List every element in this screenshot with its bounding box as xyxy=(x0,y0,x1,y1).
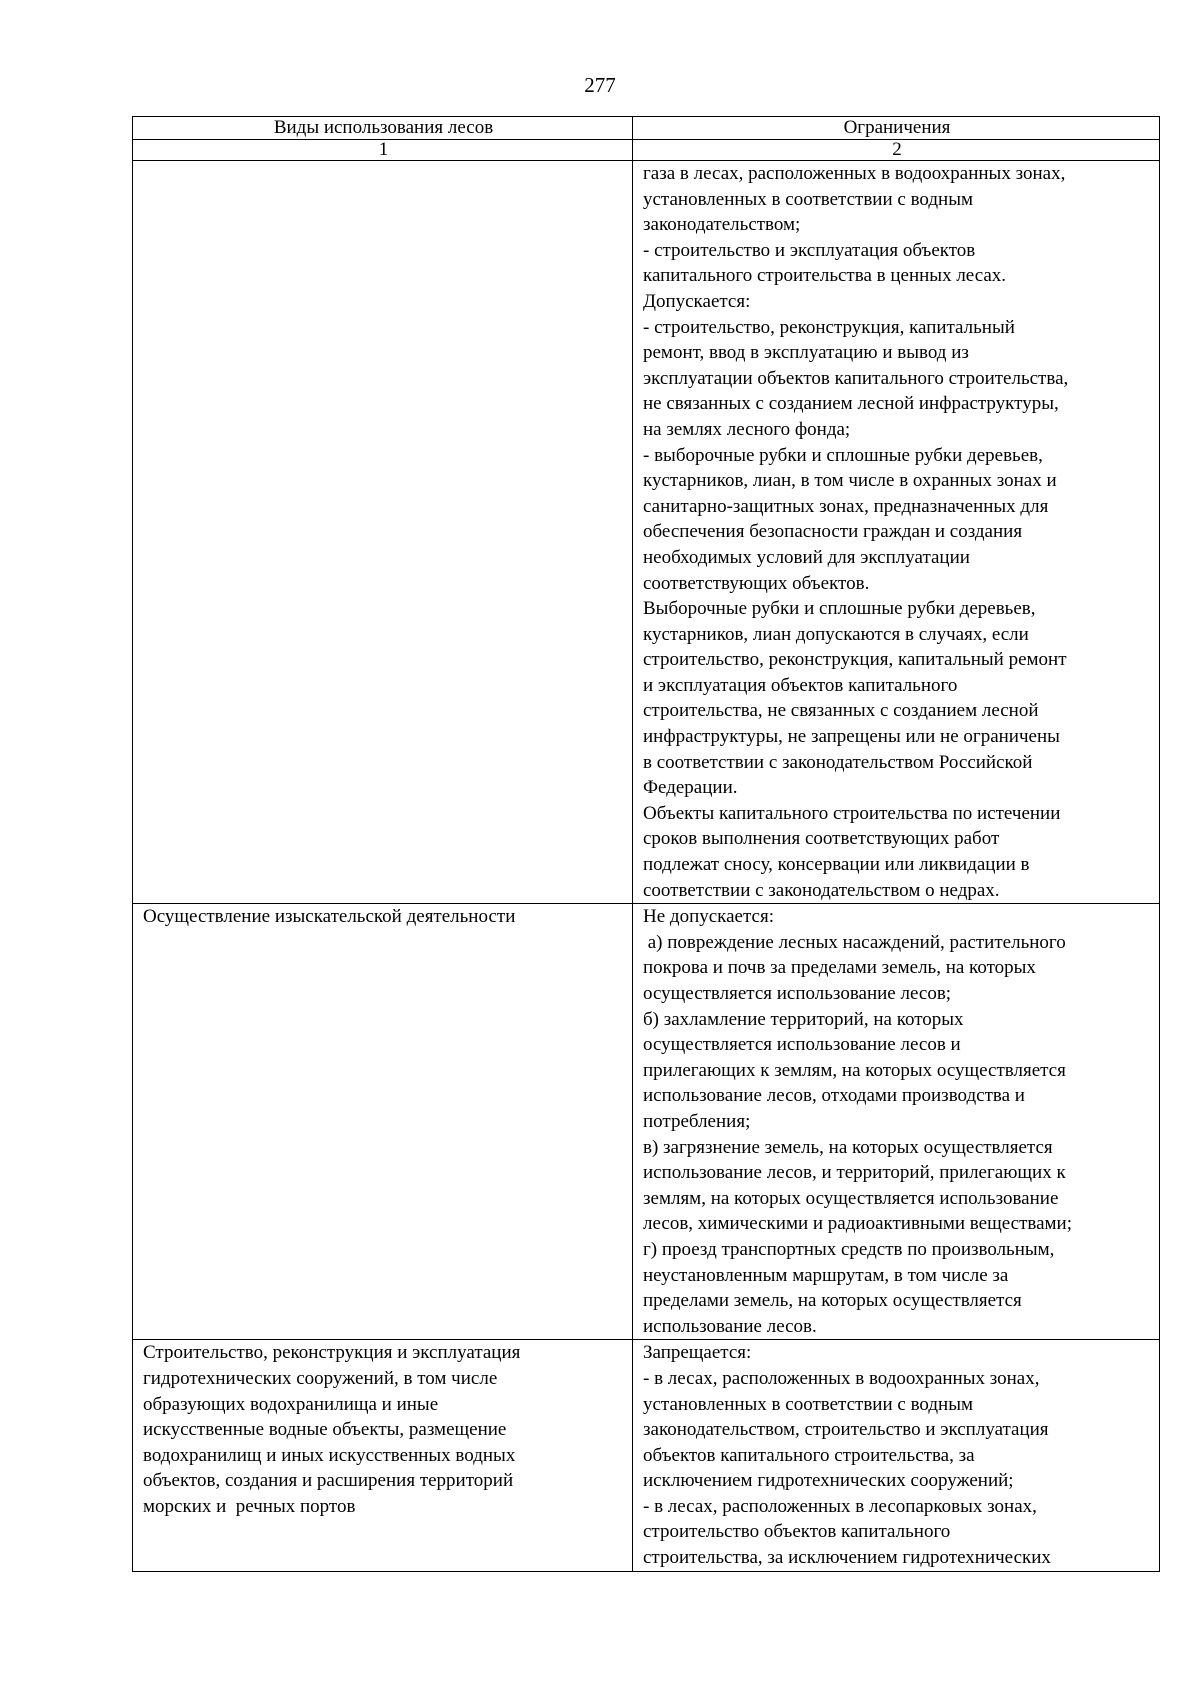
text-line: использование лесов, отходами производства и xyxy=(643,1085,1025,1107)
text-line: землям, на которых осуществляется использование xyxy=(643,1187,1059,1209)
text-line: осуществляется использование лесов и xyxy=(643,1034,961,1056)
text-line: осуществляется использование лесов; xyxy=(643,983,952,1004)
text-line: - строительство, реконструкция, капитальный xyxy=(643,316,1015,338)
text-line: Федерации. xyxy=(643,777,738,799)
text-line: инфраструктуры, не запрещены или не ограничены xyxy=(643,726,1060,748)
text-line: использование лесов, и территорий, прилегающих к xyxy=(643,1162,1066,1184)
text-line: морских и речных портов xyxy=(143,1495,356,1517)
text-line: - строительство и эксплуатация объектов xyxy=(643,239,976,261)
text-line: прилегающих к землям, на которых осуществляется xyxy=(643,1059,1066,1081)
forest-use-type-cell xyxy=(133,1340,633,1571)
text-line: строительства, за исключением гидротехнических xyxy=(643,1547,1051,1569)
table-row xyxy=(133,904,1160,1340)
text-line: в) загрязнение земель, на которых осуществляется xyxy=(643,1136,1053,1158)
text-line: потребления; xyxy=(643,1110,751,1132)
text-line: г) проезд транспортных средств по произвольным, xyxy=(643,1238,1055,1260)
table-row xyxy=(133,1340,1160,1571)
forest-use-restrictions-table xyxy=(132,116,1160,1572)
text-line: исключением гидротехнических сооружений; xyxy=(643,1470,1014,1492)
restrictions-cell xyxy=(633,904,1160,1340)
text-line: Выборочные рубки и сплошные рубки деревьев, xyxy=(643,598,1036,620)
text-line: не связанных с созданием лесной инфраструктуры, xyxy=(643,393,1059,415)
text-line: сроков выполнения соответствующих работ xyxy=(643,828,1000,850)
text-line: обеспечения безопасности граждан и создания xyxy=(643,521,1023,543)
text-line: водохранилищ и иных искусственных водных xyxy=(143,1444,516,1466)
text-line: - выборочные рубки и сплошные рубки деревьев, xyxy=(643,444,1043,466)
header-restrictions: Ограничения xyxy=(633,117,1160,140)
text-line: неустановленным маршрутам, в том числе за xyxy=(643,1264,1009,1286)
text-line: законодательством; xyxy=(643,214,801,236)
text-line: искусственные водные объекты, размещение xyxy=(143,1419,507,1441)
text-line: образующих водохранилища и иные xyxy=(143,1393,439,1415)
text-line: соответствии с законодательством о недрах. xyxy=(643,879,1000,901)
forest-use-type-cell: Осуществление изыскательской деятельности xyxy=(133,904,633,1340)
text-line: соответствующих объектов. xyxy=(643,572,870,594)
text-line: кустарников, лиан, в том числе в охранных зонах и xyxy=(643,470,1057,492)
text-line: Объекты капитального строительства по истечении xyxy=(643,802,1061,824)
text-line: объектов, создания и расширения территорий xyxy=(143,1470,514,1492)
text-line: газа в лесах, расположенных в водоохранных зонах, xyxy=(643,163,1066,184)
text-line: на землях лесного фонда; xyxy=(643,418,851,440)
text-line: строительство, реконструкция, капитальный ремонт xyxy=(643,649,1067,671)
restrictions-cell xyxy=(633,1340,1160,1571)
text-line: капитального строительства в ценных лесах. xyxy=(643,265,1007,287)
text-line: гидротехнических сооружений, в том числе xyxy=(143,1367,498,1389)
column-number-row xyxy=(133,140,1160,161)
text-line: необходимых условий для эксплуатации xyxy=(643,546,970,568)
restrictions-text xyxy=(643,904,1151,1339)
text-line: ремонт, ввод в эксплуатацию и вывод из xyxy=(643,342,969,364)
text-line: а) повреждение лесных насаждений, растительного xyxy=(643,931,1066,953)
text-line: санитарно-защитных зонах, предназначенных для xyxy=(643,495,1049,517)
text-line: - в лесах, расположенных в водоохранных зонах, xyxy=(643,1367,1040,1389)
text-line: Строительство, реконструкция и эксплуатация xyxy=(143,1342,521,1364)
text-line: - в лесах, расположенных в лесопарковых зонах, xyxy=(643,1495,1037,1517)
restrictions-text xyxy=(643,1340,1151,1570)
restrictions-text xyxy=(643,161,1151,903)
forest-use-type-cell xyxy=(133,161,633,904)
text-line: объектов капитального строительства, за xyxy=(643,1444,975,1466)
text-line: строительство объектов капитального xyxy=(643,1521,951,1543)
column-number-1: 1 xyxy=(133,140,633,161)
text-line: Запрещается: xyxy=(643,1342,752,1364)
text-line: пределами земель, на которых осуществляется xyxy=(643,1290,1022,1312)
text-line: строительства, не связанных с созданием лесной xyxy=(643,700,1039,722)
forest-use-type-text xyxy=(143,1340,624,1519)
text-line: установленных в соответствии с водным xyxy=(643,188,973,210)
page-number: 277 xyxy=(584,73,616,97)
header-row xyxy=(133,117,1160,140)
text-line: лесов, химическими и радиоактивными веществами; xyxy=(643,1213,1072,1235)
text-line: законодательством, строительство и эксплуатация xyxy=(643,1419,1049,1441)
text-line: в соответствии с законодательством Российской xyxy=(643,751,1033,773)
text-line: эксплуатации объектов капитального строительства, xyxy=(643,367,1069,389)
text-line: и эксплуатация объектов капитального xyxy=(643,674,958,696)
text-line: б) захламление территорий, на которых xyxy=(643,1008,964,1030)
restrictions-cell xyxy=(633,161,1160,904)
text-line: подлежат сносу, консервации или ликвидации в xyxy=(643,854,1030,876)
column-number-2: 2 xyxy=(633,140,1160,161)
text-line: покрова и почв за пределами земель, на которых xyxy=(643,957,1036,979)
text-line: Не допускается: xyxy=(643,906,774,928)
text-line: использование лесов. xyxy=(643,1315,817,1337)
text-line: Допускается: xyxy=(643,290,751,312)
text-line: установленных в соответствии с водным xyxy=(643,1393,973,1415)
header-forest-use-types: Виды использования лесов xyxy=(133,117,633,140)
text-line: кустарников, лиан допускаются в случаях, если xyxy=(643,623,1029,645)
table-row xyxy=(133,161,1160,904)
